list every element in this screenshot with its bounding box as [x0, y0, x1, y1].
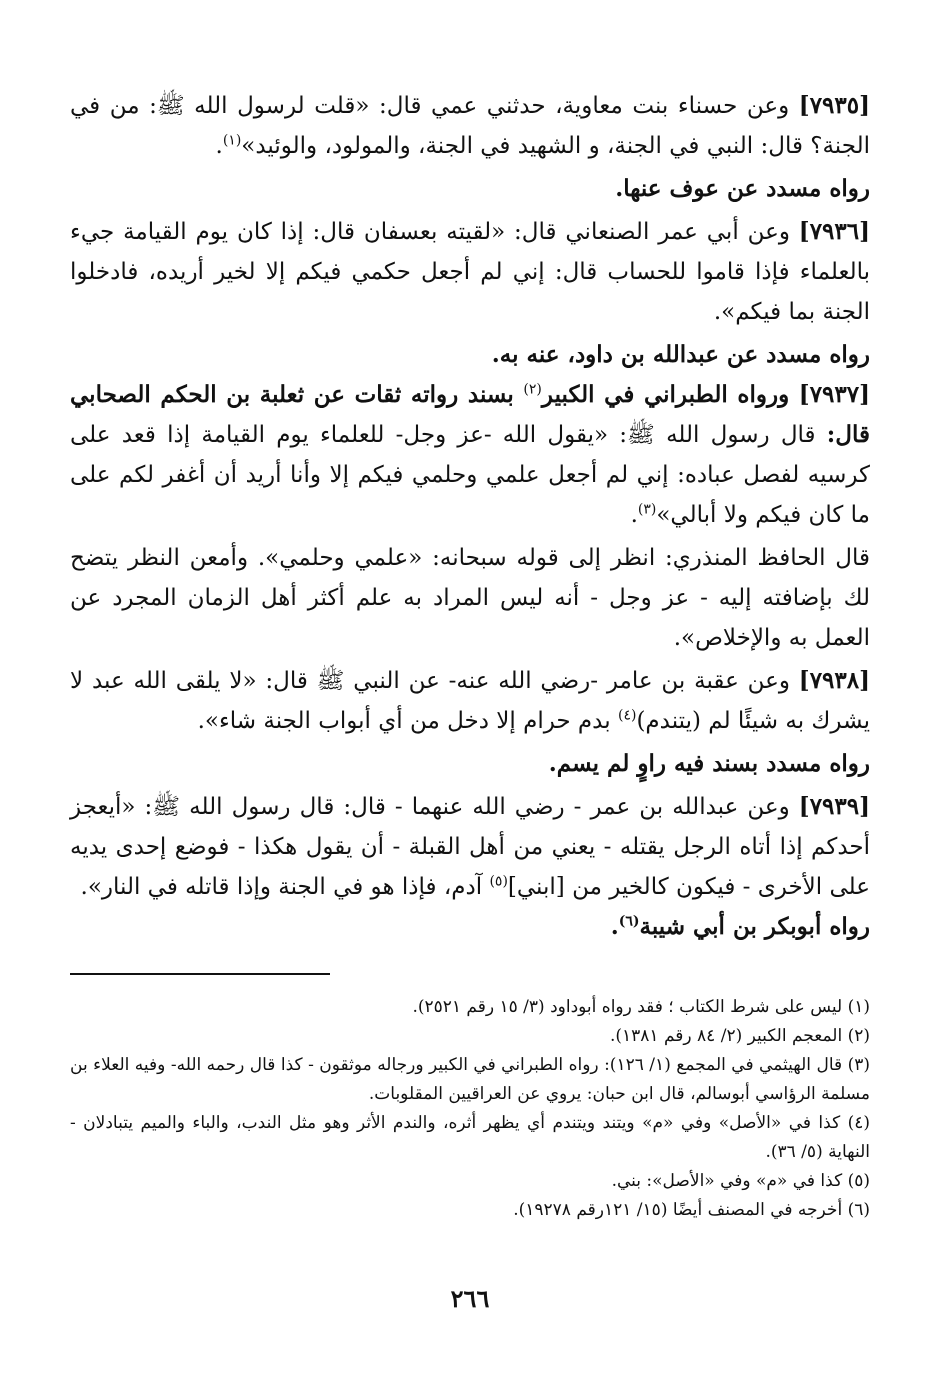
- hadith-lead: ورواه الطبراني في الكبير: [541, 381, 799, 408]
- narration-note: رواه مسدد عن عوف عنها.: [615, 175, 870, 202]
- hadith-text: وعن عبدالله بن عمر - رضي الله عنهما - قال: قال رسول الله ﷺ: «أيعجز أحدكم إذا أتاه الرجل يقتله - يعني من أهل القبلة - أن يقول هكذا - فوضع إحدى يديه على الأخرى - فيكون كالخير من [ابني]: [70, 794, 870, 900]
- narration-note: رواه مسدد بسند فيه راوٍ لم يسم.: [548, 750, 870, 777]
- hadith-text: وعن عقبة بن عامر -رضي الله عنه- عن النبي ﷺ قال: «لا يلقى الله عبد لا يشرك به شيئًا لم (يتندم): [70, 668, 870, 734]
- hadith-text: وعن حسناء بنت معاوية، حدثني عمي قال: «قلت لرسول الله ﷺ: من في الجنة؟ قال: النبي في الجنة، و الشهيد في الجنة، والمولود، والوئيد»: [70, 93, 870, 159]
- hadith-text: قال رسول الله ﷺ: «يقول الله -عز وجل- للعلماء يوم القيامة إذا قعد على كرسيه لفصل عباده: إني لم أجعل علمي وحلمي فيكم إلا وأنا أريد أن أغفر لكم على ما كان فيكم ولا أبالي»: [70, 422, 870, 528]
- hadith-7939: [70, 787, 870, 907]
- narration-text: رواه أبوبكر بن أبي شيبة: [639, 913, 870, 940]
- footnote-ref: (٢): [523, 381, 542, 398]
- hadith-7936: [70, 212, 870, 332]
- footnote-3: (٣) قال الهيثمي في المجمع (١/ ١٢٦): رواه الطبراني في الكبير ورجاله موثقون - كذا قال رحمه الله- وفيه العلاء بن مسلمة الرؤاسي أبوسالم، قال ابن حبان: يروي عن العراقيين المقلوبات.: [70, 1055, 870, 1104]
- hadith-number: [٧٩٣٧]: [798, 381, 870, 408]
- page-number: ٢٦٦: [450, 1284, 490, 1313]
- footnote-ref: (١): [222, 132, 242, 149]
- footnote-6: (٦) أخرجه في المصنف أيضًا (١٥/ ١٢١رقم ١٩٢٧٨).: [513, 1200, 870, 1220]
- hadith-text: وعن أبي عمر الصنعاني قال: «لقيته بعسفان قال: إذا كان يوم القيامة جيء بالعلماء فإذا قاموا للحساب قال: إني لم أجعل حكمي فيكم إلا لخير أريده، فادخلوا الجنة بما فيكم».: [70, 219, 870, 325]
- hadith-text-tail: آدم، فإذا هو في الجنة وإذا قاتله في النار».: [80, 874, 490, 900]
- narration-note: رواه مسدد عن عبدالله بن داود، عنه به.: [491, 341, 870, 368]
- commentary: قال الحافظ المنذري: انظر إلى قوله سبحانه: «علمي وحلمي». وأمعن النظر يتضح لك بإضافته إليه - عز وجل - أنه ليس المراد به علم أكثر أهل الزمان المجرد عن العمل به والإخلاص».: [70, 545, 870, 651]
- footnote-1: (١) ليس على شرط الكتاب ؛ فقد رواه أبوداود (٣/ ١٥ رقم ٢٥٢١).: [412, 997, 870, 1017]
- footnote-4: (٤) كذا في «الأصل» وفي «م» ويتند ويتندم أي يظهر أثره، والندم الأثر وهو مثل الندب، والباء والميم يتبادلان - النهاية (٥/ ٣٦).: [70, 1113, 870, 1162]
- footnote-5: (٥) كذا في «م» وفي «الأصل»: بني.: [611, 1171, 870, 1191]
- footnote-ref: (٥): [489, 873, 508, 890]
- footnote-ref: (٣): [637, 501, 657, 518]
- hadith-number: [٧٩٣٨]: [798, 667, 870, 694]
- hadith-text-tail: .: [630, 502, 638, 528]
- hadith-number: [٧٩٣٦]: [798, 218, 870, 245]
- footnote-ref: (٤): [617, 707, 637, 724]
- hadith-number: [٧٩٣٩]: [798, 793, 870, 820]
- hadith-text-tail: بدم حرام إلا دخل من أي أبواب الجنة شاء».: [197, 708, 618, 734]
- narration-tail: .: [610, 913, 619, 940]
- footnote-divider: [70, 973, 330, 975]
- hadith-7938: [70, 661, 870, 741]
- hadith-text-tail: .: [215, 133, 223, 159]
- narration-note: [70, 907, 870, 947]
- hadith-7935: [70, 86, 870, 166]
- main-text: [70, 86, 870, 947]
- footnotes: [70, 993, 870, 1225]
- hadith-7937: [70, 375, 870, 535]
- footnote-2: (٢) المعجم الكبير (٢/ ٨٤ رقم ١٣٨١).: [609, 1026, 870, 1046]
- hadith-number: [٧٩٣٥]: [798, 92, 870, 119]
- hadith-lead-tail: بسند رواته ثقات عن ثعلبة بن الحكم الصحابي قال:: [70, 381, 870, 448]
- footnote-ref: (٦): [618, 913, 640, 930]
